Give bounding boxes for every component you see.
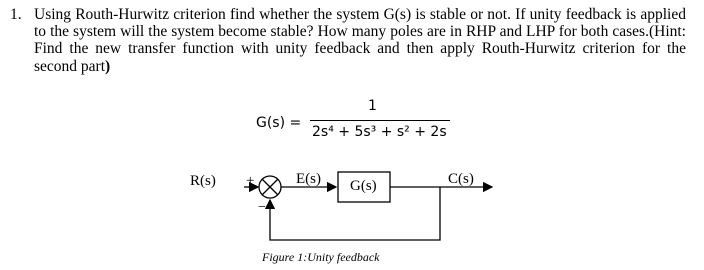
question-number: 1. — [10, 6, 22, 23]
output-label: C(s) — [448, 171, 474, 187]
plus-sign: + — [246, 173, 255, 189]
formula-numerator: 1 — [368, 98, 377, 114]
input-label: R(s) — [190, 173, 216, 189]
error-label: E(s) — [296, 171, 321, 187]
summing-junction — [259, 176, 281, 198]
formula-lhs: G(s) = — [256, 115, 302, 131]
minus-sign: − — [258, 200, 266, 215]
figure-caption: Figure 1:Unity feedback — [262, 250, 380, 264]
question-closing: ) — [105, 57, 111, 75]
formula-denominator: 2s⁴ + 5s³ + s² + 2s — [312, 124, 447, 140]
block-label: G(s) — [350, 178, 377, 194]
question-body: Using Routh-Hurwitz criterion find whether the system G(s) is stable or not. If unity feedback is applied to the system will the system become stable? How many poles are in RHP and LHP for both cases.(Hint: Find the new transfer function with unity feedback and then apply Routh-Hurwitz criterion for the second part — [34, 6, 686, 75]
